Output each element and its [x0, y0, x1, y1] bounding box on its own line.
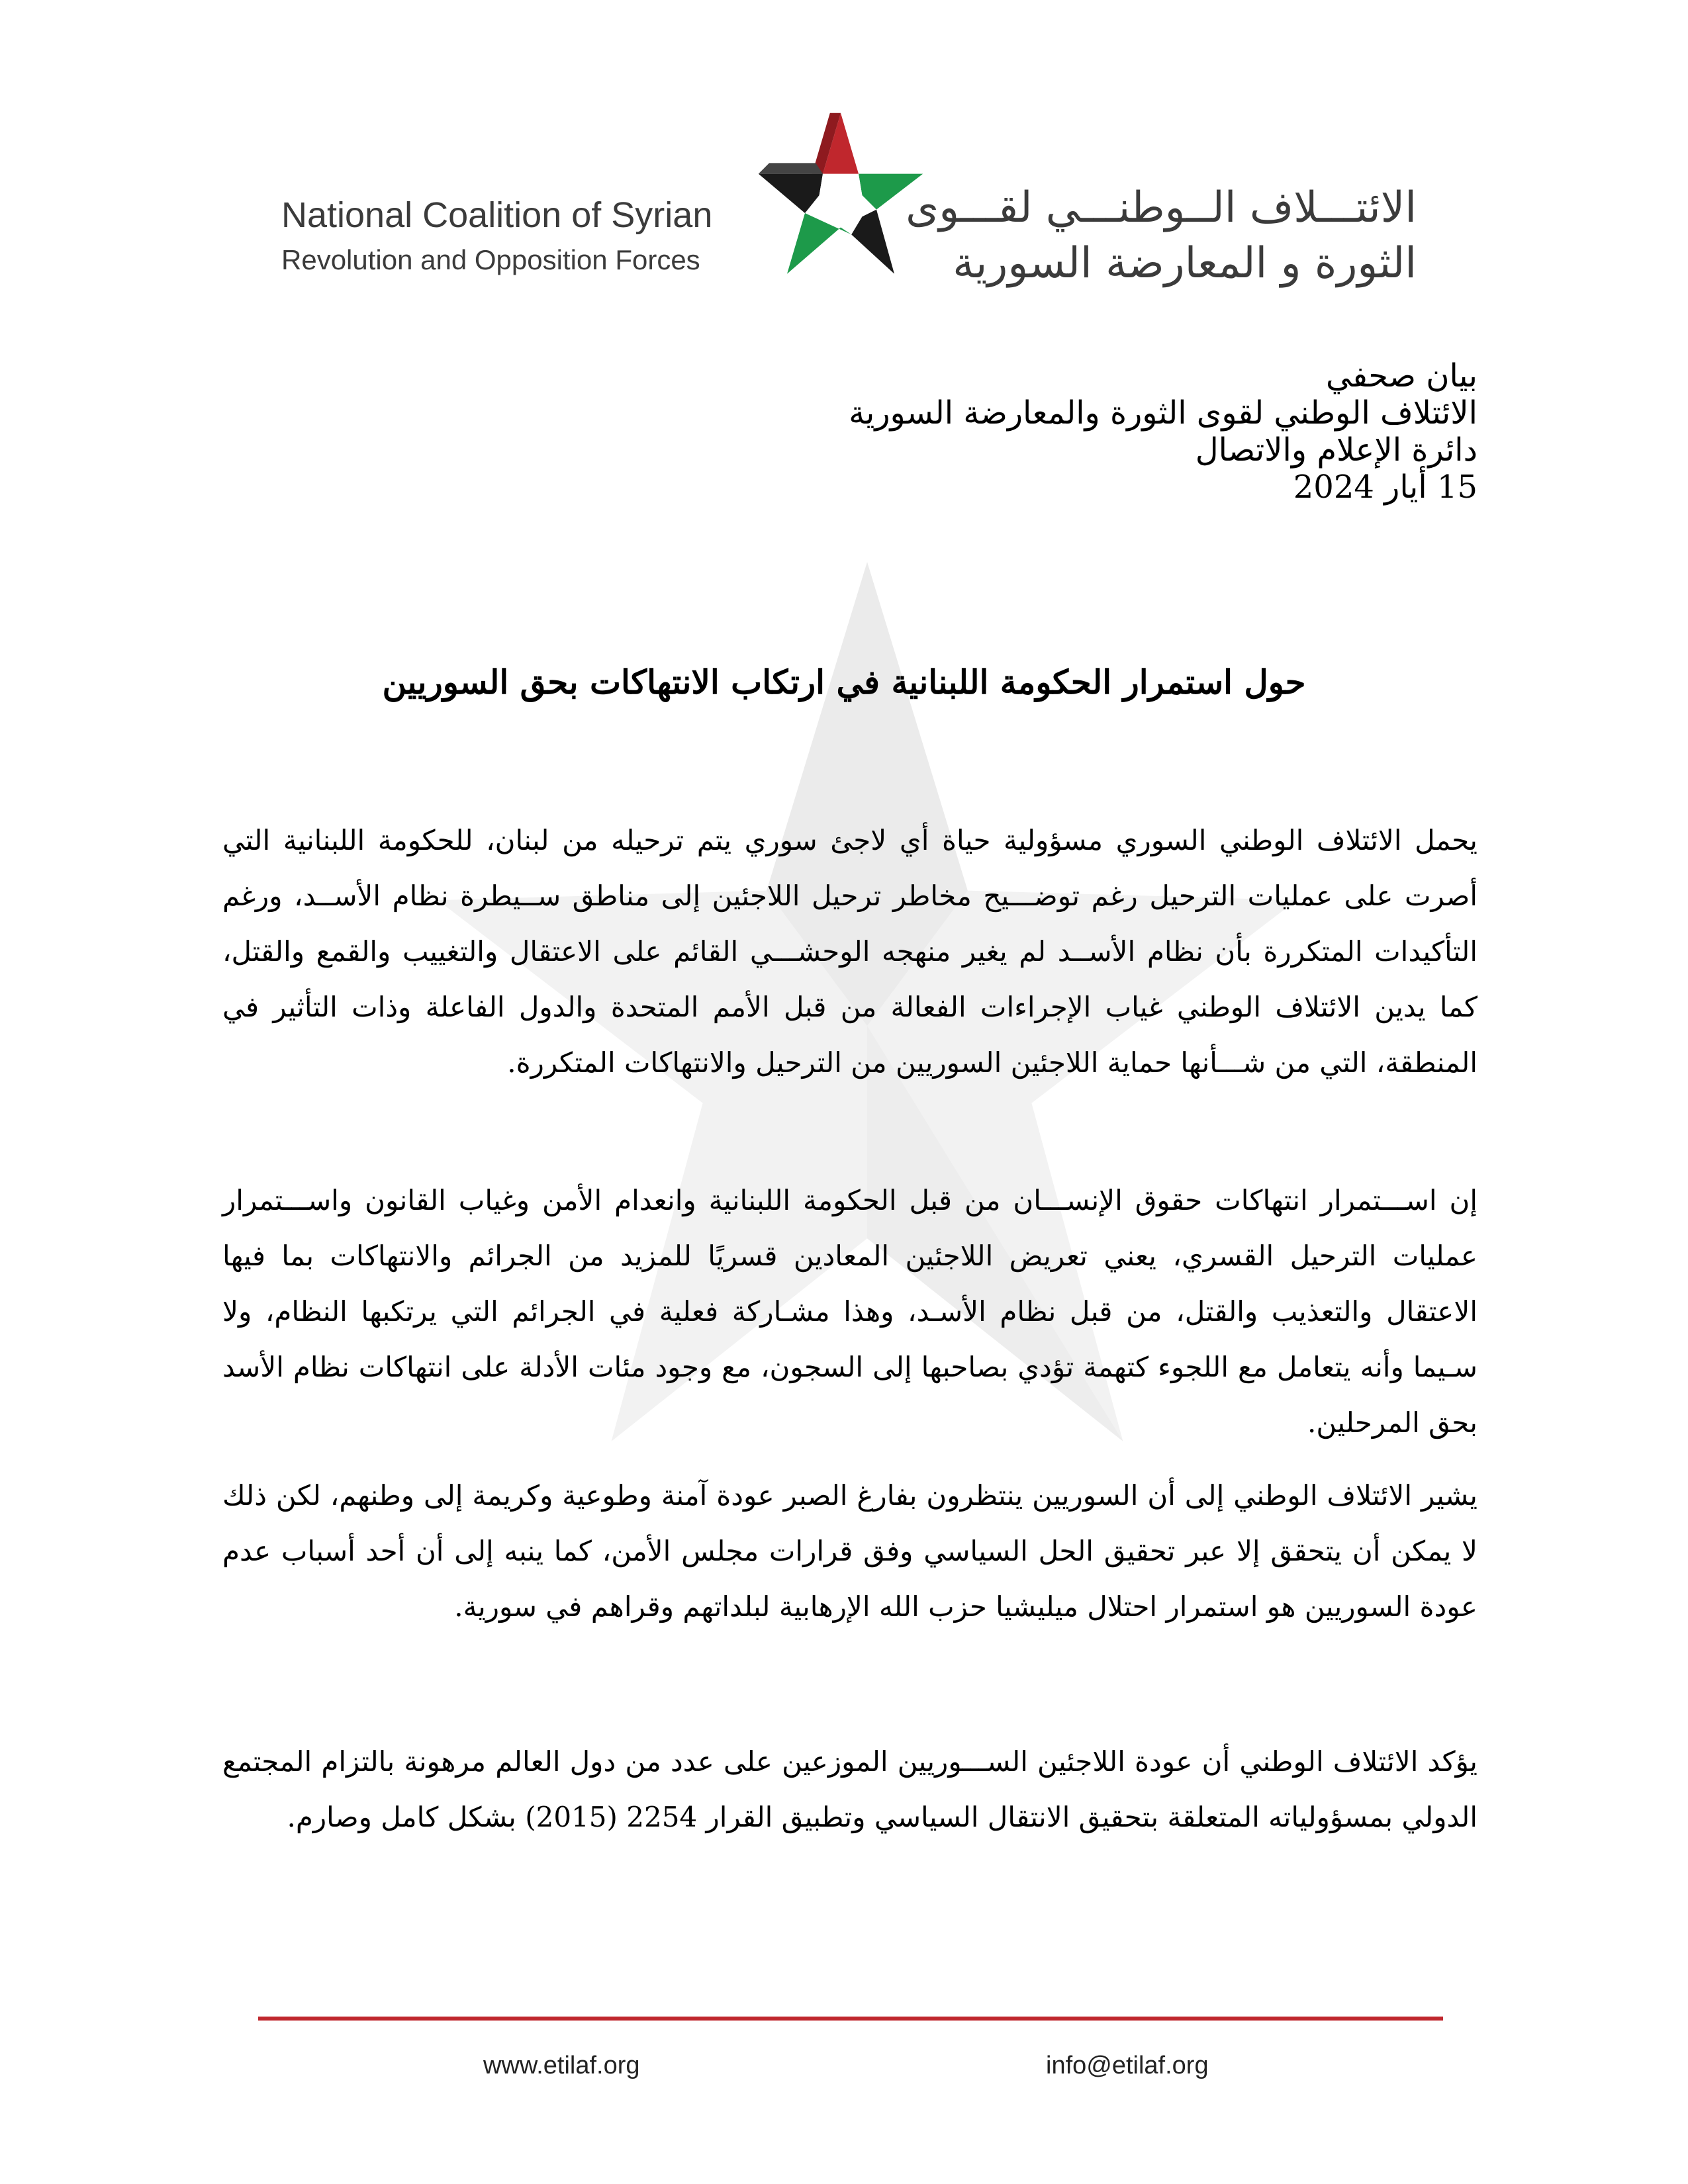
paragraph-3: يشير الائتلاف الوطني إلى أن السوريين ينتظرون بفارغ الصبر عودة آمنة وطوعية وكريمة إلى وطنهم، لكن ذلك لا يمكن أن يتحقق إلا عبر تحقيق الحل السياسي وفق قرارات مجلس الأمن، كما ينبه إلى أن أحد أسباب عدم عودة السوريين هو استمرار احتلال ميليشيا حزب الله الإرهابية لبلداتهم وقراهم في سورية.: [222, 1479, 1477, 1623]
department-name: دائرة الإعلام والاتصال: [1195, 432, 1477, 469]
statement-date: 15 أيار 2024: [1293, 469, 1477, 506]
org-name-arabic: [906, 180, 1417, 291]
issuer-name: الائتلاف الوطني لقوى الثورة والمعارضة السورية: [849, 394, 1477, 432]
org-name-english: [281, 192, 745, 282]
paragraph-4: يؤكد الائتلاف الوطني أن عودة اللاجئين الســـوريين الموزعين على عدد من دول العالم مرهونة بالتزام المجتمع الدولي بمسؤولياته المتعلقة بتحقيق الانتقال السياسي وتطبيق القرار 2254 (2015) بشكل كامل وصارم.: [222, 1745, 1477, 1833]
letterhead: [0, 0, 1688, 304]
org-name-arabic-line1: الائتـــلاف الــوطنـــي لقـــوى: [906, 183, 1417, 232]
footer-website-link[interactable]: www.etilaf.org: [483, 2052, 640, 2079]
footer-divider: [258, 2017, 1443, 2021]
footer-email-link[interactable]: info@etilaf.org: [1046, 2052, 1209, 2079]
doc-type: بيان صحفي: [1325, 357, 1477, 394]
org-name-english-line1: National Coalition of Syrian: [281, 195, 713, 235]
org-name-english-line2: Revolution and Opposition Forces: [281, 244, 700, 275]
paragraph-1: يحمل الائتلاف الوطني السوري مسؤولية حياة أي لاجئ سوري يتم ترحيله من لبنان، للحكومة اللبنانية التي أصرت على عمليات الترحيل رغم توضـــيح مخاطر ترحيل اللاجئين إلى مناطق ســيطرة نظام الأســد، ورغم التأكيدات المتكررة بأن نظام الأســد لم يغير منهجه الوحشـــي القائم على الاعتقال والتغييب والقمع والقتل، كما يدين الائتلاف الوطني غياب الإجراءات الفعالة من قبل الأمم المتحدة والدول الفاعلة وذات التأثير في المنطقة، التي من شـــأنها حماية اللاجئين السوريين من الترحيل والانتهاكات المتكررة.: [222, 824, 1477, 1079]
statement-meta: [551, 357, 1477, 506]
org-name-arabic-line2: الثورة و المعارضة السورية: [953, 239, 1417, 288]
paragraph-2: إن اســـتمرار انتهاكات حقوق الإنســـان من قبل الحكومة اللبنانية وانعدام الأمن وغياب القانون واســـتمرار عمليات الترحيل القسري، يعني تعريض اللاجئين المعادين قسريًا للمزيد من الجرائم والانتهاكات بما فيها الاعتقال والتعذيب والقتل، من قبل نظام الأسـد، وهذا مشـاركة فعلية في الجرائم التي يرتكبها النظام، ولا سـيما وأنه يتعامل مع اللجوء كتهمة تؤدي بصاحبها إلى السجون، مع وجود مئات الأدلة على انتهاكات نظام الأسد بحق المرحلين.: [222, 1184, 1477, 1439]
statement-title: حول استمرار الحكومة اللبنانية في ارتكاب الانتهاكات بحق السوريين: [382, 662, 1306, 702]
